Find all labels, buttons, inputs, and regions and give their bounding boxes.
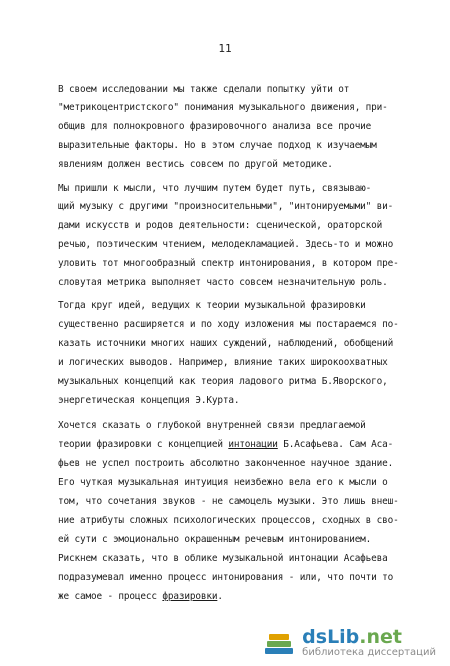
- text-line: Хочется сказать о глубокой внутренней связи предлагаемой: [58, 420, 366, 431]
- underlined-term: фразировки: [162, 591, 218, 602]
- watermark-brand: [302, 627, 402, 647]
- page-number: 11: [218, 42, 232, 55]
- text-line: [58, 439, 403, 451]
- text-line: щий музыку с другими "произносительными", "интонируемыми" ви-: [58, 201, 394, 212]
- text-line: выразительные факторы. Но в этом случае подход к изучаемым: [58, 140, 377, 151]
- text-line: ей сути с эмоционально окрашенным речевым интонированием.: [58, 534, 372, 545]
- text-line: существенно расширяется и по ходу изложения мы постараемся по-: [58, 319, 399, 330]
- text-run: же самое - процесс: [58, 591, 163, 602]
- text-line: ние атрибуты сложных психологических процессов, сходных в сво-: [58, 515, 399, 526]
- text-line: музыкальных концепций как теория ладового ритма Б.Яворского,: [58, 376, 388, 387]
- watermark-subtitle: библиотека диссертаций: [302, 647, 436, 658]
- text-line: [58, 591, 403, 603]
- underlined-term: интонации: [228, 439, 278, 450]
- text-line: фьев не успел построить абсолютно законченное научное здание.: [58, 458, 394, 469]
- text-line: явлениям должен вестись совсем по другой методике.: [58, 159, 333, 170]
- text-line: В своем исследовании мы также сделали попытку уйти от: [58, 84, 350, 95]
- text-line: Тогда круг идей, ведущих к теории музыкальной фразировки: [58, 300, 366, 311]
- text-run: .: [217, 591, 223, 602]
- text-run: Б.Асафьева. Сам Аса-: [277, 439, 394, 450]
- text-line: дами искусств и родов деятельности: сценической, ораторской: [58, 220, 383, 231]
- text-line: Его чуткая музыкальная интуиция неизбежно вела его к мысли о: [58, 477, 388, 488]
- brand-accent: .net: [359, 626, 403, 648]
- text-line: том, что сочетания звуков - не самоцель музыки. Это лишь внеш-: [58, 496, 399, 507]
- text-line: Мы пришли к мысли, что лучшим путем будет путь, связываю-: [58, 183, 372, 194]
- brand-main: dsLib: [302, 626, 360, 648]
- text-line: общив для полнокровного фразировочного анализа все прочие: [58, 121, 372, 132]
- text-line: речью, поэтическим чтением, мелодекламацией. Здесь-то и можно: [58, 239, 394, 250]
- text-line: "метрикоцентристского" понимания музыкального движения, при-: [58, 102, 388, 113]
- text-line: и логических выводов. Например, влияние таких широкоохватных: [58, 357, 388, 368]
- text-line: Рискнем сказать, что в облике музыкальной интонации Асафьева: [58, 553, 388, 564]
- text-run: теории фразировки с концепцией: [58, 439, 229, 450]
- text-line: энергетическая концепция Э.Курта.: [58, 395, 240, 406]
- text-line: словутая метрика выполняет часто совсем незначительную роль.: [58, 277, 388, 288]
- text-line: казать источники многих наших суждений, наблюдений, обобщений: [58, 338, 394, 349]
- text-line: уловить тот многообразный спектр интонирования, в котором пре-: [58, 258, 399, 269]
- text-line: подразумевал именно процесс интонирования - или, что почти то: [58, 572, 394, 583]
- book-stack-icon: [262, 626, 296, 660]
- watermark: [262, 626, 436, 660]
